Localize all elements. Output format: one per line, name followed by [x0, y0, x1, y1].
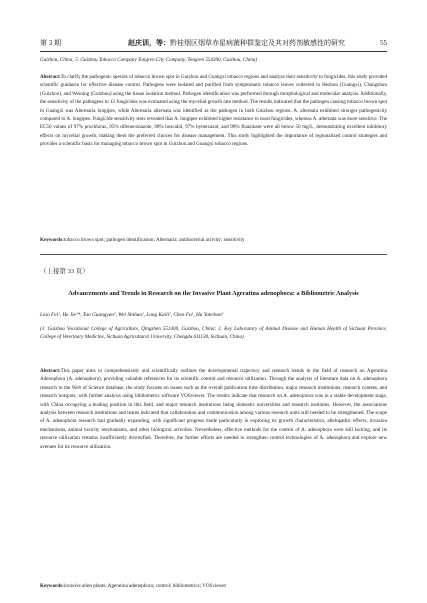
keywords1-label: Keywords:: [40, 237, 64, 243]
section-divider: [40, 254, 387, 255]
abstract1-label: Abstract:: [40, 74, 61, 80]
running-article-title: 黔桂烟区烟草赤星病菌种群鉴定及其对药剂敏感性的研究: [170, 39, 345, 47]
article2-affiliation: (1. Guizhou Vocational College of Agriculture, Qingzhen 551400, Guizhou, China; 2. Key Laboratory of Animal Disease and Human Health of Sichuan Province, College of Veterinary Medicine, Sichuan Agricultural University, Chengdu 611130, Sichuan, China): [40, 326, 387, 341]
article2-title: Advancements and Trends in Research on the Invasive Plant Ageratina adenophora: a Bibliometric Analysis: [68, 290, 359, 297]
keywords1-text: tobacco brown spot; pathogen identification; Alternaria; antibacterial activity; sensitivity: [63, 237, 245, 243]
article1-keywords: [40, 236, 387, 244]
running-authors: 赵庆训，等：: [128, 39, 170, 47]
header-divider: [40, 51, 387, 52]
continued-from-label: （上接第 33 页）: [40, 268, 89, 275]
running-title: [128, 38, 345, 48]
abstract1-text: To clarify the pathogenic species of tobacco brown spot in Guizhou and Guangxi tobacco regions and analyze their sensitivity to fungicides, this study provided scientific guidance for effective disease control. Pathogens were isolated and purified from symptomatic tobacco leaves collected in Hezhou (Guangxi), Changshun (Guizhou), and Weining (Guizhou) using the tissue isolation method. Pathogen identification was performed through morphological and molecular analysis. Additionally, the sensitivity of the pathogens to 12 fungicides was evaluated using the mycelial growth rate method. The results indicated that the pathogen causing tobacco brown spot in Guangxi was Alternaria longipes, while Alternaria alternata was identified as the pathogen in both Guizhou regions. A. alternata exhibited stronger pathogenicity compared to A. longipes. Fungicide sensitivity tests revealed that A. longipes exhibited higher resistance to most fungicides, whereas A. alternata was more sensitive. The EC50 values of 97% prochloraz, 95% difenoconazole, 98% boscalid, 97% hymexazol, and 98% fluazinam were all below 50 mg/L, demonstrating excellent inhibitory effects on mycelial growth, making them the preferred choices for disease management. This study highlighted the importance of regionalized control strategies and provides a scientific basis for managing tobacco brown spot in Guizhou and Guangxi tobacco regions.: [40, 74, 387, 148]
keywords2-label: Keywords:: [40, 583, 64, 589]
abstract2-text: This paper aims to comprehensively and scientifically outlines the developmental trajectory and research trends in the field of research on Ageratina Adenophora (A. adenophora), providing valuable references for its scientific control and resource utilization. Through the analysis of literature data on A. adenophora research in the Web of Science database, the study focuses on issues such as the overall publication time distribution, major research institutions, research content, and research hotspots, with further analysis using bibliometric software VOSviewer. The results indicate that research on A. adenophora was in a stable development stage, with China occupying a leading position in this field, and major research institutions being domestic universities and research institutes. However, the associations analysis between research institutions and teams indicated that collaboration and communication among various research units still needed to be strengthened. The scope of A. adenophora research had gradually expanding, with significant progress made particularly in exploring its growth characteristics, allelopathic effects, invasion mechanisms, animal toxicity mechanisms, and other biological activities. Nevertheless, effective methods for the control of A. adenophora were still lacking, and its resource utilization remains insufficiently diversified. Therefore, the further efforts are needed to strengthen control technologies of A. adenophora and explore new avenues for its resource utilization.: [40, 368, 387, 450]
running-header: [40, 38, 387, 52]
keywords2-text: invasive alien plants; Ageratina adenophora; control; bibliometrics; VOSviewer: [63, 583, 227, 589]
article2-abstract: [40, 367, 387, 451]
article1-abstract: [40, 73, 387, 149]
issue-label: 第 3 期: [40, 39, 61, 47]
article2-keywords: [40, 582, 387, 590]
page-number: 55: [380, 39, 387, 47]
abstract2-label: Abstract:: [40, 368, 61, 374]
article1-affiliation: Guizhou, China; 5. Guizhou Tobacco Company Tongren City Company, Tongren 554300, Guizhou, China): [40, 57, 258, 63]
article2-authors: Liao Fei¹, He Jie²*, Tao Guangyao¹, Wei Shihua¹, Long Kaili¹, Chen Fu¹, Hu Yanchan¹: [40, 312, 224, 318]
